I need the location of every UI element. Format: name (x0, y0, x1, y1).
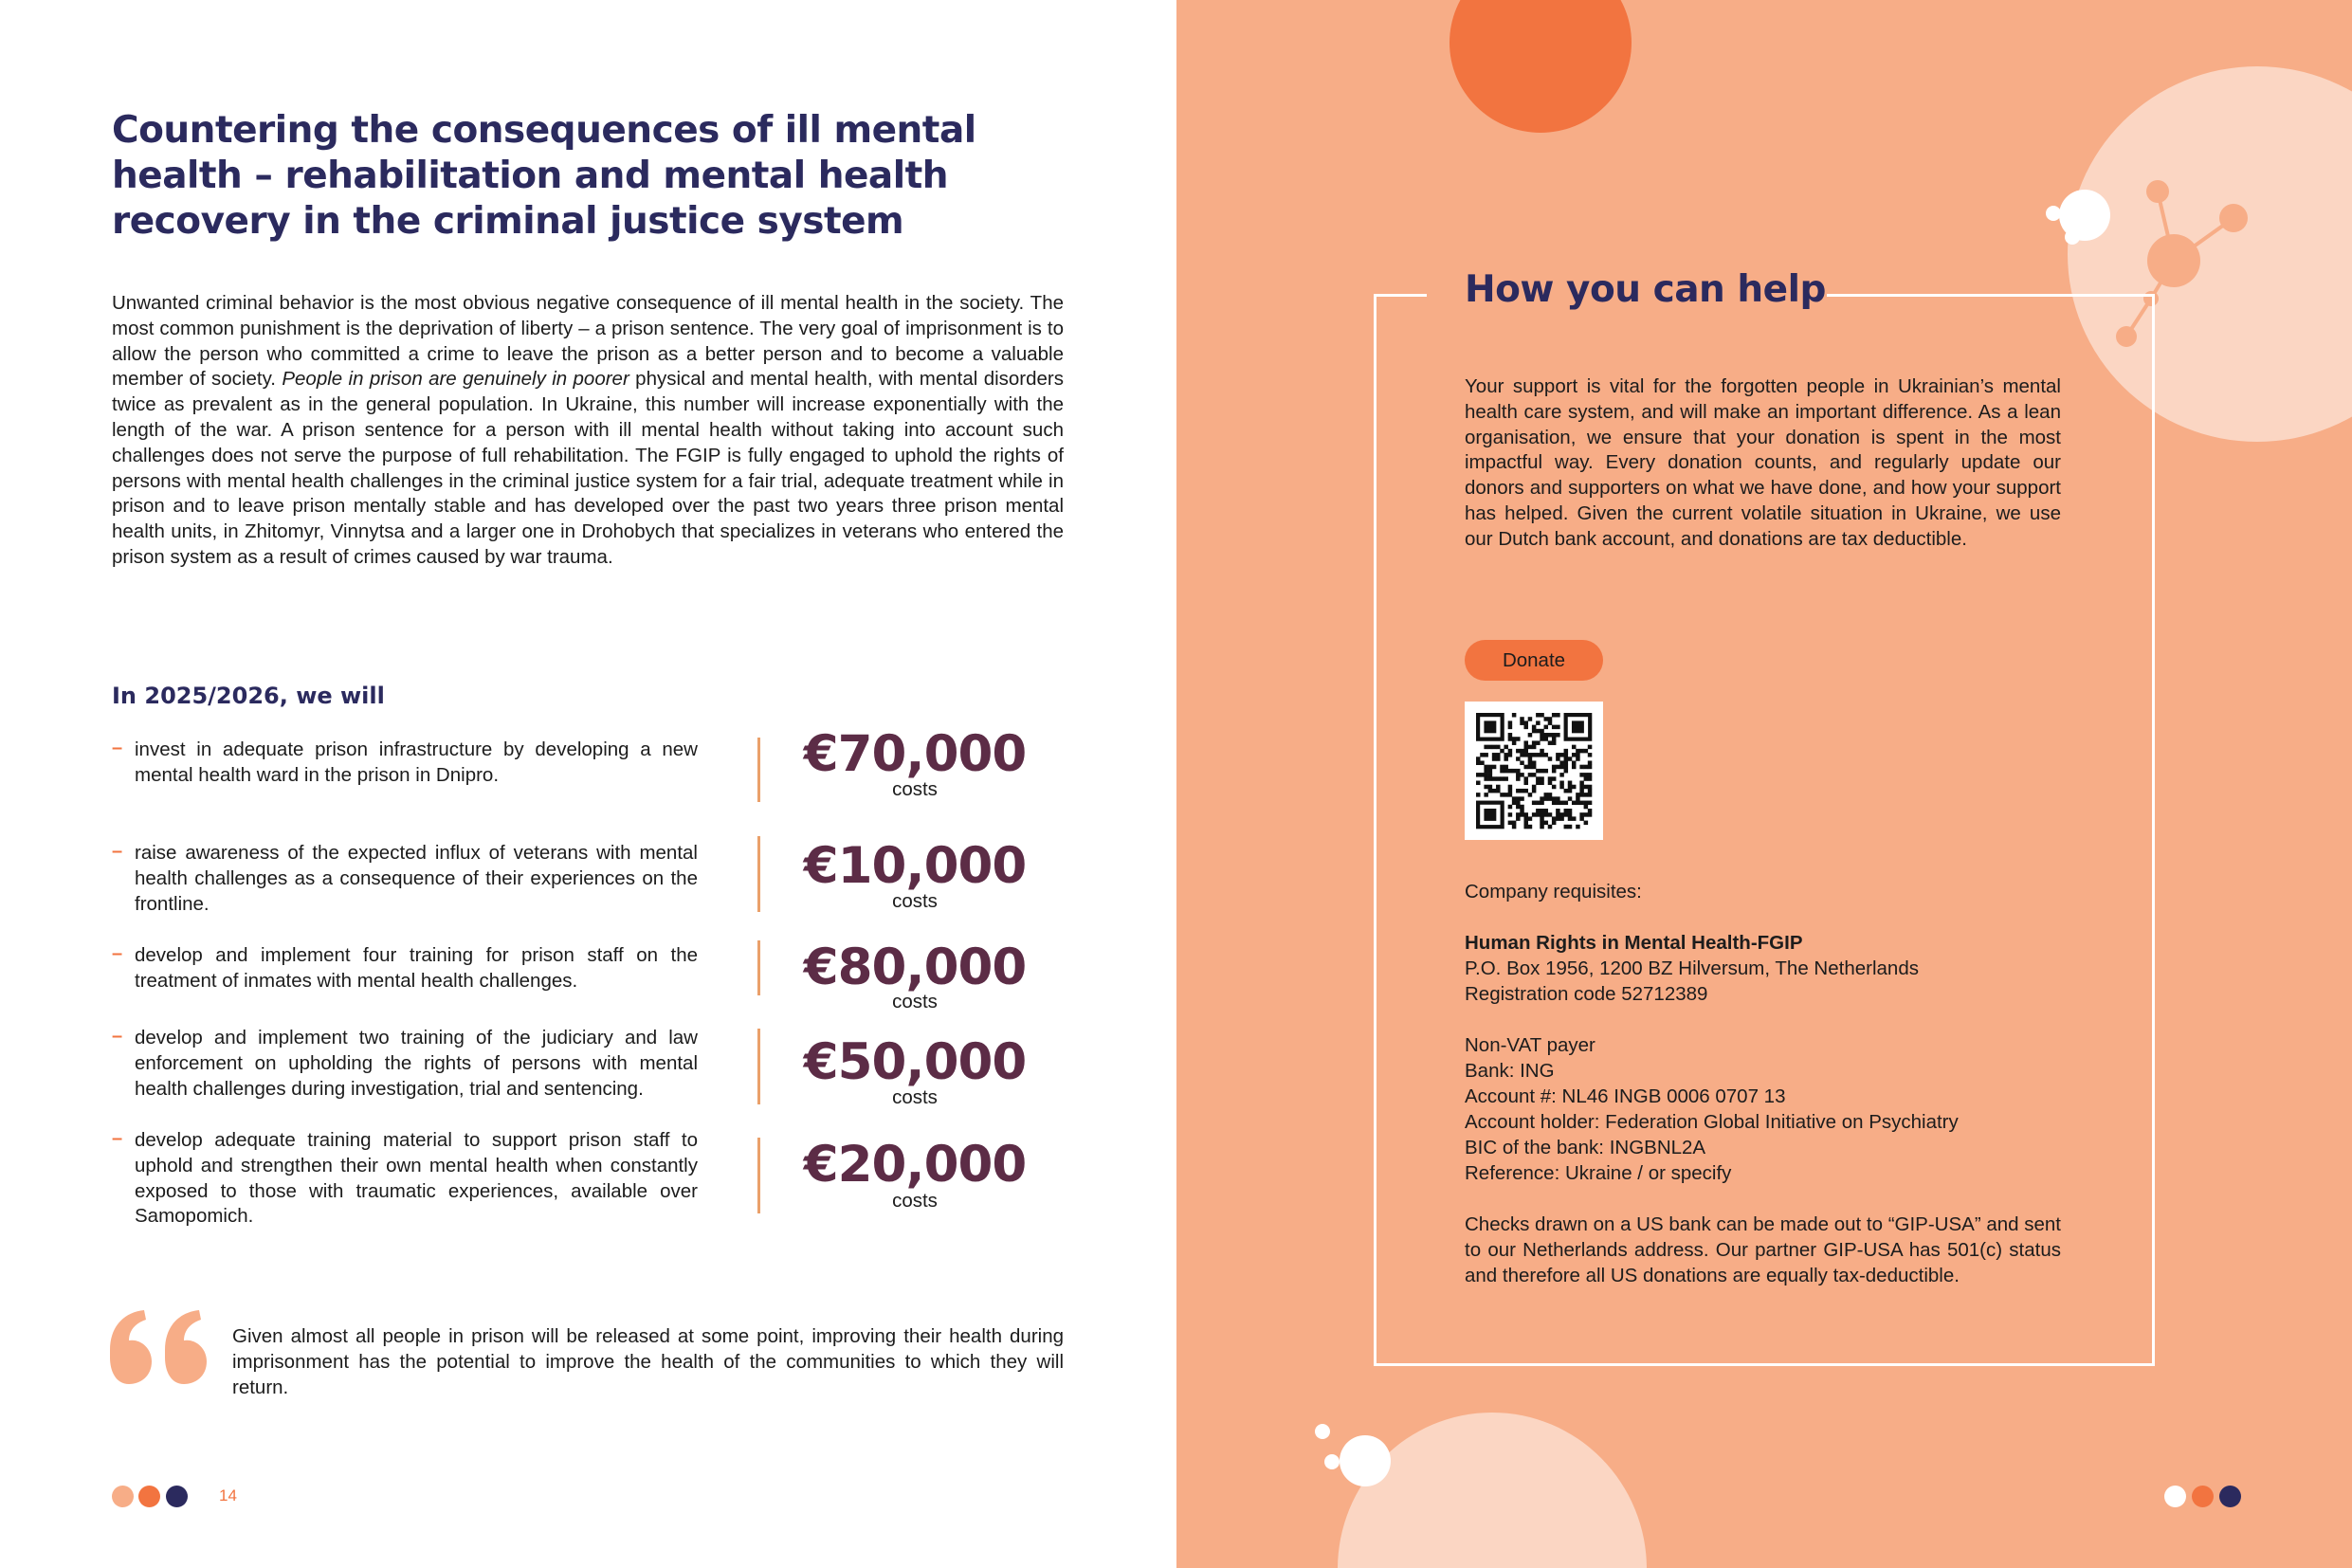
footer-dot (2192, 1486, 2214, 1507)
decor-circle (1449, 0, 1632, 133)
cost-label: costs (892, 991, 938, 1012)
cost-label: costs (892, 778, 938, 800)
page-title: Countering the consequences of ill mental health – rehabilitation and mental health recovery in the criminal justice system (112, 109, 976, 243)
bullet-dash: – (112, 1128, 123, 1149)
divider (757, 836, 760, 912)
help-heading: How you can help (1465, 268, 1826, 311)
cost-label: costs (892, 890, 938, 912)
footer-dot (2164, 1486, 2186, 1507)
footer-dot (166, 1486, 188, 1507)
footer-dot (138, 1486, 160, 1507)
plan-item-text: raise awareness of the expected influx of veterans with mental health challenges as a consequence of their experiences on the frontline. (135, 842, 698, 915)
intro-paragraph (112, 291, 1064, 571)
divider (757, 738, 760, 802)
registration-code: Registration code 52712389 (1465, 983, 1708, 1005)
qr-code-graphic (1465, 702, 1603, 840)
divider (757, 940, 760, 995)
bic-code: BIC of the bank: INGBNL2A (1465, 1137, 1706, 1158)
intro-text-2: physical and mental health, with mental disorders twice as prevalent as in the general population. In Ukraine, this number will increase exponentially with the length of the war. A prison sentence for a person with ill mental health without taking into account such challenges does not serve the purpose of full rehabilitation. The FGIP is fully engaged to uphold the rights of persons with mental health challenges in the criminal justice system for a fair trial, adequate treatment while in prison and to leave prison mentally stable and has developed over the past two years three prison mental health units, in Zhitomyr, Vinnytsa and a larger one in Drohobych that specializes in veterans who entered the prison system as a result of crimes caused by war trauma. (112, 368, 1065, 568)
bullet-dash: – (112, 738, 123, 758)
frame-border (1374, 1363, 2155, 1366)
frame-border (1374, 294, 1427, 297)
footer-dot (2219, 1486, 2241, 1507)
bullet-dash: – (112, 841, 123, 862)
account-holder: Account holder: Federation Global Initiative on Psychiatry (1465, 1111, 1959, 1133)
company-requisites-label: Company requisites: (1465, 881, 1642, 903)
account-number: Account #: NL46 INGB 0006 0707 13 (1465, 1085, 1786, 1107)
checks-note: Checks drawn on a US bank can be made out to “GIP-USA” and sent to our Netherlands address. Our partner GIP-USA has 501(c) status and therefore all US donations are equally tax-deductible. (1465, 1213, 2061, 1286)
payment-reference: Reference: Ukraine / or specify (1465, 1162, 1732, 1184)
cost-label: costs (892, 1190, 938, 1212)
footer-dot (112, 1486, 134, 1507)
bank-name: Bank: ING (1465, 1060, 1555, 1082)
org-address: P.O. Box 1956, 1200 BZ Hilversum, The Netherlands (1465, 957, 1919, 979)
molecule-icon (1304, 1417, 1409, 1493)
donate-button[interactable]: Donate (1465, 640, 1603, 681)
frame-border (1827, 294, 2155, 297)
frame-border (2152, 294, 2155, 1366)
quote-icon (106, 1308, 215, 1403)
plan-item-text: invest in adequate prison infrastructure by developing a new mental health ward in the prison in Dnipro. (135, 738, 698, 786)
frame-border (1374, 294, 1377, 1366)
plan-item-text: develop and implement four training for prison staff on the treatment of inmates with mental health challenges. (135, 944, 698, 992)
intro-text-1: Unwanted criminal behavior is the most obvious negative consequence of ill mental health in the society. The most common punishment is the deprivation of liberty – a prison sentence. The very goal of imprisonment is to allow the person who committed a crime to leave the prison as a better person and to become a valuable member of society. (112, 292, 1064, 391)
page-number: 14 (219, 1486, 237, 1504)
divider (757, 1029, 760, 1104)
cost-amount: €10,000 (803, 837, 1027, 895)
divider (757, 1138, 760, 1213)
cost-label: costs (892, 1086, 938, 1108)
plan-item-text: develop adequate training material to support prison staff to uphold and strengthen their own mental health when constantly exposed to those with traumatic experiences, available over Samopomich. (135, 1129, 698, 1228)
pull-quote: Given almost all people in prison will be released at some point, improving their health during imprisonment has the potential to improve the health of the communities to which they will return. (232, 1325, 1064, 1398)
molecule-icon (2020, 171, 2333, 360)
bullet-dash: – (112, 1026, 123, 1047)
plan-subheading: In 2025/2026, we will (112, 683, 385, 709)
help-paragraph: Your support is vital for the forgotten people in Ukrainian’s mental health care system, and will make an important difference. As a lean organisation, we ensure that your donation is spent in the most impactful way. Every donation counts, and regularly update our donors and supporters on what we have done, and how your support has helped. Given the current volatile situation in Ukraine, we use our Dutch bank account, and donations are tax deductible. (1465, 375, 2061, 550)
org-name: Human Rights in Mental Health-FGIP (1465, 932, 1803, 954)
cost-amount: €80,000 (803, 939, 1027, 996)
cost-amount: €70,000 (803, 725, 1027, 783)
plan-item-text: develop and implement two training of the judiciary and law enforcement on upholding the rights of persons with mental health challenges during investigation, trial and sentencing. (135, 1027, 698, 1100)
intro-italic: People in prison are genuinely in poorer (282, 368, 629, 391)
cost-amount: €20,000 (803, 1136, 1027, 1194)
right-page (1176, 0, 2352, 1568)
bullet-dash: – (112, 943, 123, 964)
vat-status: Non-VAT payer (1465, 1034, 1595, 1056)
qr-code-icon[interactable] (1465, 702, 1603, 840)
cost-amount: €50,000 (803, 1033, 1027, 1091)
